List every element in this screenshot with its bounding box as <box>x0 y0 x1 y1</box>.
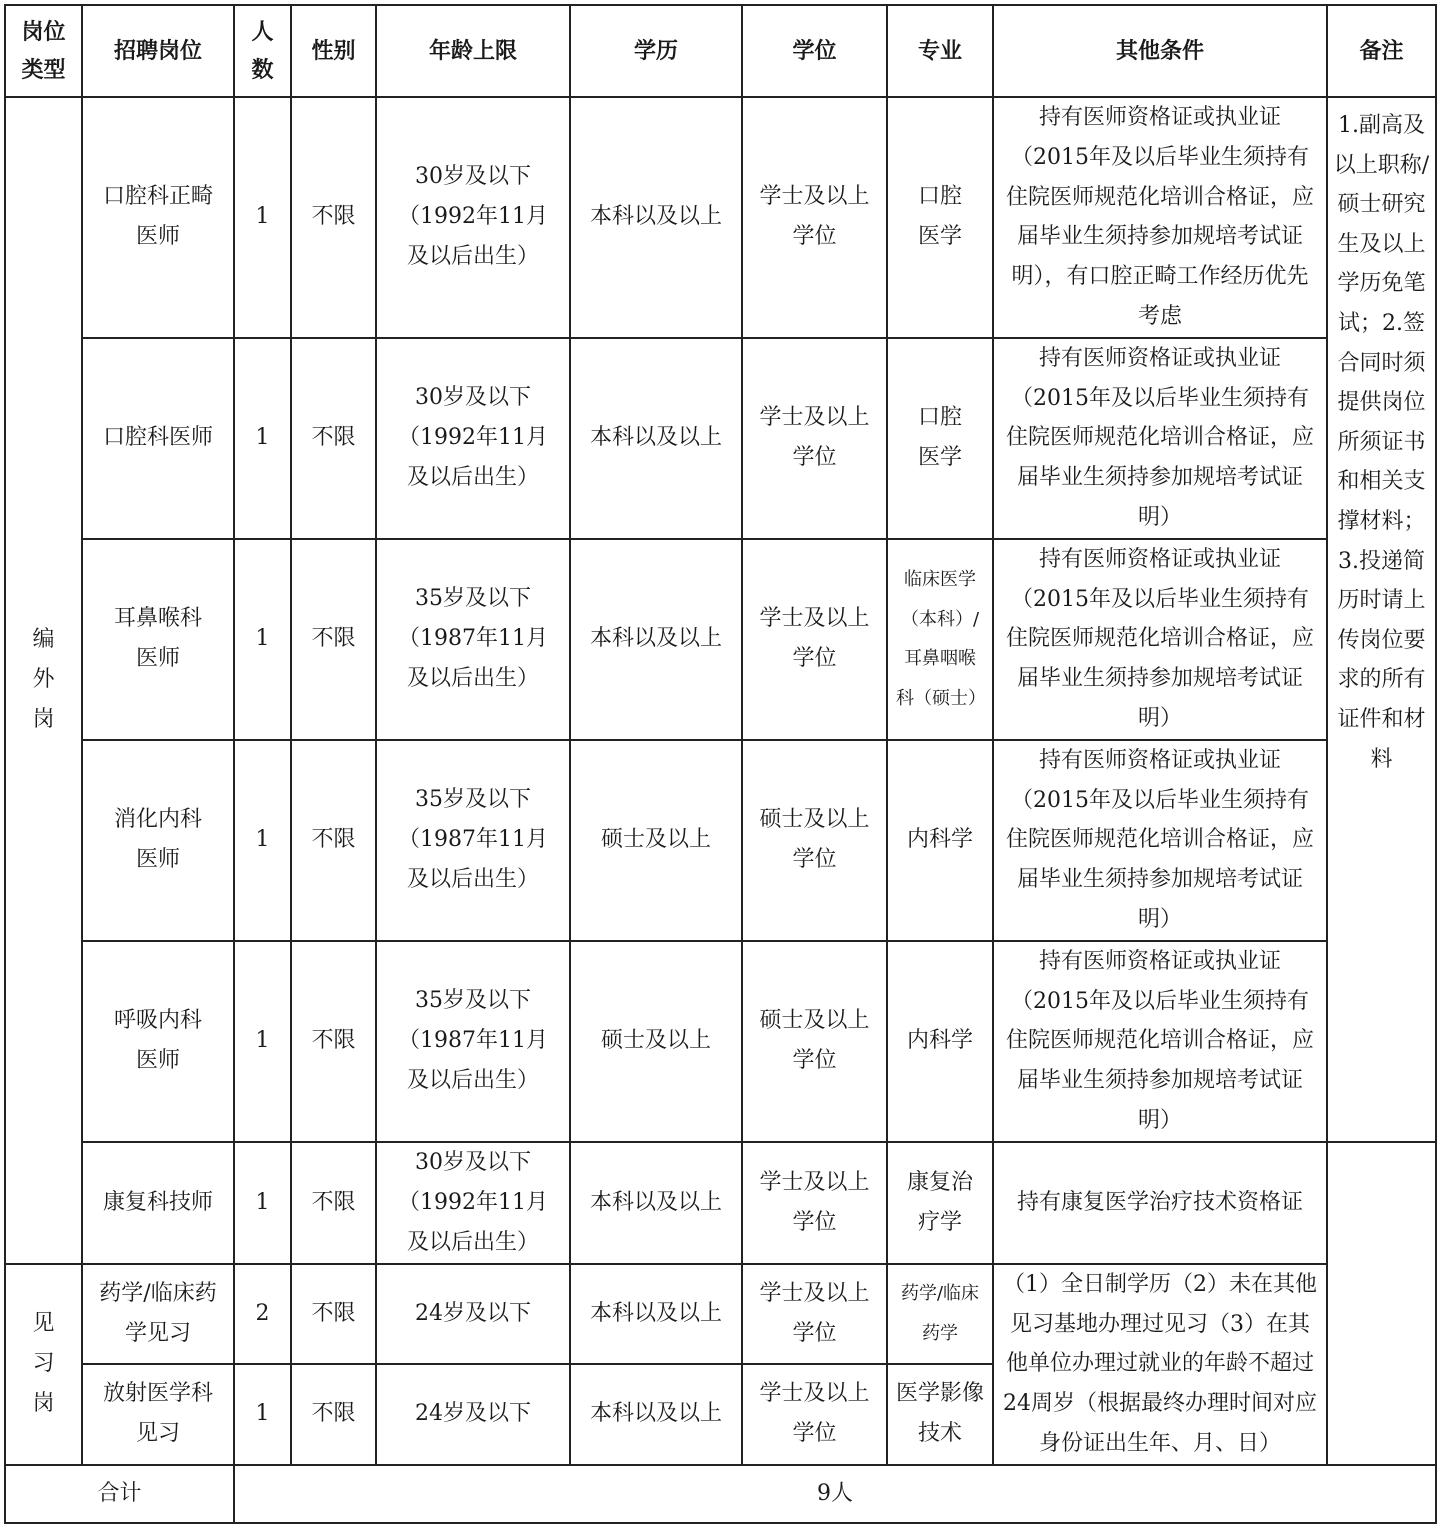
note-cell: 1.副高及以上职称/硕士研究生及以上学历免笔试；2.签合同时须提供岗位所须证书和相关支撑材料；3.投递简历时请上传岗位要求的所有证件和材料 <box>1327 97 1436 1142</box>
header-type: 岗位类型 <box>5 5 82 97</box>
table-row <box>5 1264 1436 1364</box>
header-gender: 性别 <box>291 5 376 97</box>
count-cell: 1 <box>234 97 291 338</box>
age-cell: 24岁及以下 <box>376 1264 570 1364</box>
gender-cell: 不限 <box>291 97 376 338</box>
age-cell: 24岁及以下 <box>376 1364 570 1465</box>
header-row <box>5 5 1436 97</box>
position-cell: 呼吸内科医师 <box>82 941 234 1142</box>
gender-cell: 不限 <box>291 740 376 941</box>
group-label-1: 编外岗 <box>5 97 82 1264</box>
major-cell: 临床医学（本科）/耳鼻咽喉科（硕士） <box>887 539 993 740</box>
degree-cell: 学士及以上学位 <box>742 338 887 539</box>
education-cell: 硕士及以上 <box>570 740 742 941</box>
gender-cell: 不限 <box>291 1264 376 1364</box>
header-degree: 学位 <box>742 5 887 97</box>
total-row <box>5 1465 1436 1523</box>
count-cell: 2 <box>234 1264 291 1364</box>
header-note: 备注 <box>1327 5 1436 97</box>
total-label: 合计 <box>5 1465 234 1523</box>
header-position: 招聘岗位 <box>82 5 234 97</box>
recruitment-table <box>4 4 1436 1524</box>
header-education: 学历 <box>570 5 742 97</box>
other-conditions-cell: 持有医师资格证或执业证（2015年及以后毕业生须持有住院医师规范化培训合格证，应届毕业生须持参加规培考试证明） <box>993 539 1327 740</box>
count-cell: 1 <box>234 338 291 539</box>
position-cell: 耳鼻喉科医师 <box>82 539 234 740</box>
major-cell: 内科学 <box>887 941 993 1142</box>
position-cell: 口腔科正畸医师 <box>82 97 234 338</box>
table-row <box>5 941 1436 1142</box>
header-other: 其他条件 <box>993 5 1327 97</box>
major-cell: 口腔医学 <box>887 97 993 338</box>
header-major: 专业 <box>887 5 993 97</box>
total-value: 9人 <box>234 1465 1436 1523</box>
major-cell: 内科学 <box>887 740 993 941</box>
table-row <box>5 539 1436 740</box>
group-label-2: 见习岗 <box>5 1264 82 1465</box>
count-cell: 1 <box>234 539 291 740</box>
degree-cell: 学士及以上学位 <box>742 97 887 338</box>
age-cell: 30岁及以下（1992年11月及以后出生） <box>376 1142 570 1264</box>
other-conditions-cell: 持有医师资格证或执业证（2015年及以后毕业生须持有住院医师规范化培训合格证，应届毕业生须持参加规培考试证明） <box>993 740 1327 941</box>
header-count: 人数 <box>234 5 291 97</box>
gender-cell: 不限 <box>291 539 376 740</box>
table-row <box>5 338 1436 539</box>
other-conditions-cell: 持有医师资格证或执业证（2015年及以后毕业生须持有住院医师规范化培训合格证，应届毕业生须持参加规培考试证明），有口腔正畸工作经历优先考虑 <box>993 97 1327 338</box>
major-cell: 医学影像技术 <box>887 1364 993 1465</box>
education-cell: 本科以及以上 <box>570 97 742 338</box>
age-cell: 35岁及以下（1987年11月及以后出生） <box>376 941 570 1142</box>
age-cell: 35岁及以下（1987年11月及以后出生） <box>376 740 570 941</box>
table-row <box>5 740 1436 941</box>
education-cell: 本科以及以上 <box>570 1364 742 1465</box>
other-conditions-cell: 持有医师资格证或执业证（2015年及以后毕业生须持有住院医师规范化培训合格证，应届毕业生须持参加规培考试证明） <box>993 941 1327 1142</box>
degree-cell: 学士及以上学位 <box>742 1364 887 1465</box>
count-cell: 1 <box>234 740 291 941</box>
gender-cell: 不限 <box>291 1364 376 1465</box>
position-cell: 康复科技师 <box>82 1142 234 1264</box>
count-cell: 1 <box>234 941 291 1142</box>
education-cell: 本科以及以上 <box>570 338 742 539</box>
header-age: 年龄上限 <box>376 5 570 97</box>
gender-cell: 不限 <box>291 1142 376 1264</box>
education-cell: 本科以及以上 <box>570 539 742 740</box>
education-cell: 本科以及以上 <box>570 1142 742 1264</box>
degree-cell: 学士及以上学位 <box>742 1264 887 1364</box>
age-cell: 30岁及以下（1992年11月及以后出生） <box>376 338 570 539</box>
other-conditions-cell: 持有医师资格证或执业证（2015年及以后毕业生须持有住院医师规范化培训合格证，应届毕业生须持参加规培考试证明） <box>993 338 1327 539</box>
degree-cell: 硕士及以上学位 <box>742 941 887 1142</box>
table-row <box>5 97 1436 338</box>
position-cell: 口腔科医师 <box>82 338 234 539</box>
count-cell: 1 <box>234 1364 291 1465</box>
major-cell: 口腔医学 <box>887 338 993 539</box>
position-cell: 消化内科医师 <box>82 740 234 941</box>
recruitment-table-container <box>4 4 1436 1524</box>
degree-cell: 学士及以上学位 <box>742 539 887 740</box>
position-cell: 药学/临床药学见习 <box>82 1264 234 1364</box>
table-row <box>5 1142 1436 1264</box>
degree-cell: 硕士及以上学位 <box>742 740 887 941</box>
degree-cell: 学士及以上学位 <box>742 1142 887 1264</box>
gender-cell: 不限 <box>291 338 376 539</box>
gender-cell: 不限 <box>291 941 376 1142</box>
age-cell: 30岁及以下（1992年11月及以后出生） <box>376 97 570 338</box>
position-cell: 放射医学科见习 <box>82 1364 234 1465</box>
education-cell: 本科以及以上 <box>570 1264 742 1364</box>
trainee-other-conditions-cell: （1）全日制学历（2）未在其他见习基地办理过见习（3）在其他单位办理过就业的年龄不超过24周岁（根据最终办理时间对应身份证出生年、月、日） <box>993 1264 1327 1465</box>
count-cell: 1 <box>234 1142 291 1264</box>
other-conditions-cell: 持有康复医学治疗技术资格证 <box>993 1142 1327 1264</box>
major-cell: 康复治疗学 <box>887 1142 993 1264</box>
major-cell: 药学/临床药学 <box>887 1264 993 1364</box>
education-cell: 硕士及以上 <box>570 941 742 1142</box>
age-cell: 35岁及以下（1987年11月及以后出生） <box>376 539 570 740</box>
